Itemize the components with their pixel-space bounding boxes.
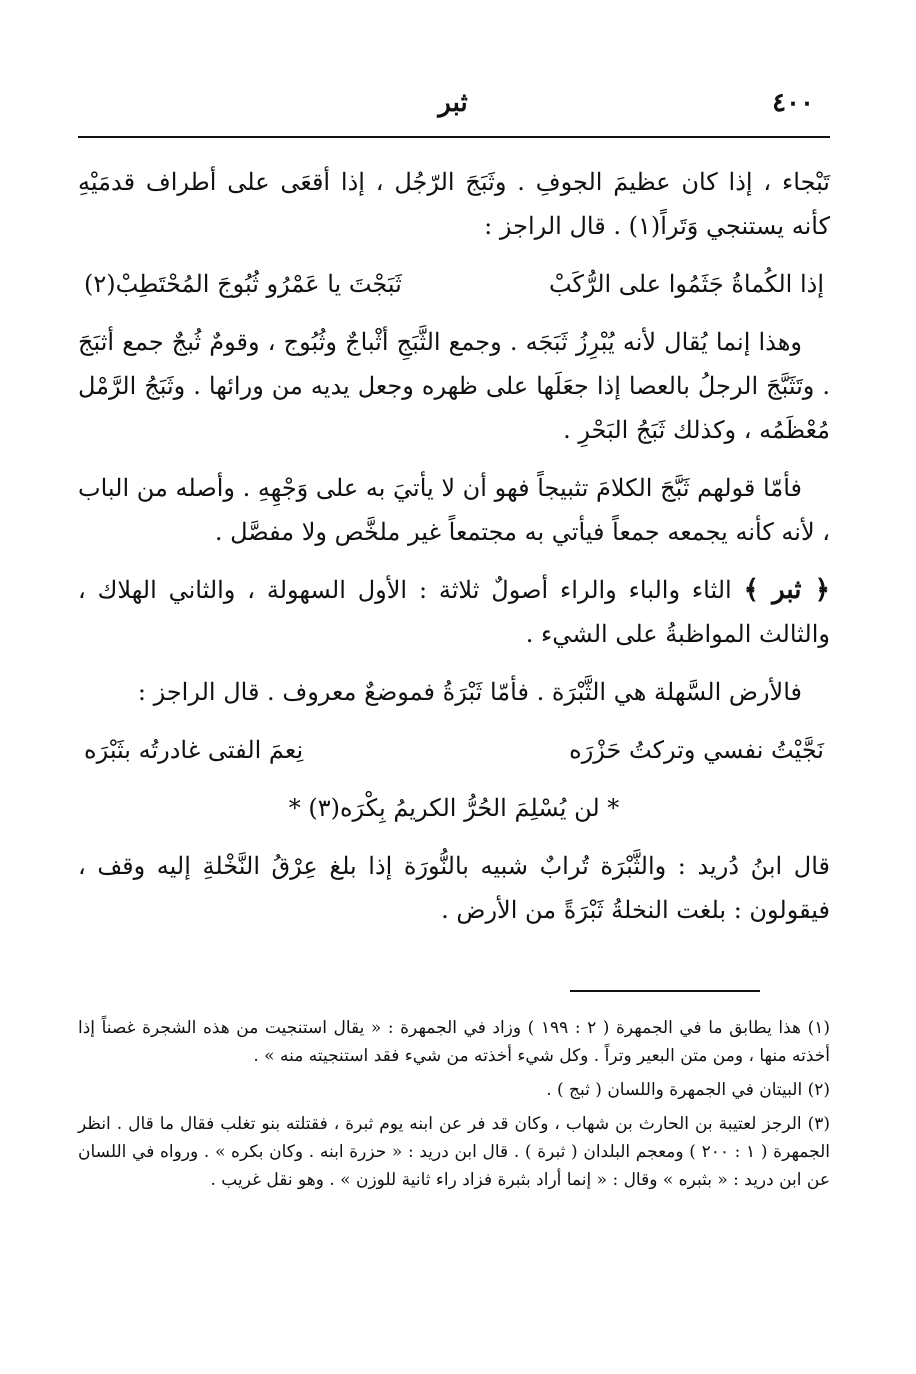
running-head: ثبر (438, 88, 468, 118)
page-header (78, 88, 828, 128)
footnote-2: (٢) البيتان في الجمهرة واللسان ( ثبج ) . (546, 1080, 830, 1100)
footnote-rule (570, 990, 760, 992)
main-text (78, 160, 830, 946)
paragraph: قال ابنُ دُريد : والثَّبْرَة تُرابٌ شبيه بالنُّورَة إذا بلغ عِرْقُ النَّخْلةِ إليه وقف ، فيقولون : بلغت النخلةُ ثَبْرَةً من الأرض . (78, 852, 830, 924)
entry-headword: ﴿ ثبر ﴾ (743, 575, 830, 605)
verse-line-centered: * لن يُسْلِمَ الحُرُّ الكريمُ بِكْرَه(٣) * (288, 794, 620, 822)
paragraph: فالأرض السَّهلة هي الثَّبْرَة . فأمّا ثَبْرَةُ فموضعٌ معروف . قال الراجز : (137, 678, 802, 706)
paragraph: فأمّا قولهم ثَبَّجَ الكلامَ تثبيجاً فهو أن لا يأتيَ به على وَجْهِهِ . وأصله من الباب ، لأنه كأنه يجمعه جمعاً فيأتي به مجتمعاً غير ملخَّص ولا مفصَّل . (78, 474, 830, 546)
footnote-3: (٣) الرجز لعتيبة بن الحارث بن شهاب ، وكان قد فر عن ابنه يوم ثبرة ، فقتلته بنو تغلب فقال ما قال . انظر الجمهرة ( ١ : ٢٠٠ ) ومعجم البلدان ( ثبرة ) . قال ابن دريد : « حزرة ابنه . وكان بكره » . ورواه في اللسان عن ابن دريد : « بثبره » وقال : « إنما أراد بثبرة فزاد راء ثانية للوزن » . وهو نقل غريب . (78, 1114, 830, 1190)
entry-text: الثاء والباء والراء أصولٌ ثلاثة : الأول السهولة ، والثاني الهلاك ، والثالث المواظبةُ على الشيء . (78, 576, 830, 648)
paragraph: تَبْجاء ، إذا كان عظيمَ الجوفِ . وثَبَجَ الرّجُل ، إذا أقعَى على أطراف قدمَيْهِ كأنه يستنجي وَتَراً(١) . قال الراجز : (78, 168, 830, 240)
verse-hemistich-right: نَجَّيْتُ نفسي وتركتُ حَزْرَه (569, 736, 824, 764)
page-number: ٤٠٠ (772, 88, 814, 118)
verse-hemistich-right: إذا الكُماةُ جَثَمُوا على الرُّكَبْ (548, 270, 824, 298)
paragraph: وهذا إنما يُقال لأنه يُبْرِزُ ثَبَجَه . وجمع الثَّبَجِ أثْباجٌ وثُبُوج ، وقومٌ ثُبجٌ جمع أثبَجَ . وتَثَبَّجَ الرجلُ بالعصا إذا جعَلَها على ظهره وجعل يديه من ورائها . وثَبَجُ الرَّمْل مُعْظَمُه ، وكذلك ثَبَجُ البَحْرِ . (78, 328, 830, 444)
verse-line (78, 262, 830, 306)
verse-line (78, 728, 830, 772)
verse-hemistich-left: نِعمَ الفتى غادرتُه بثَبْرَه (84, 736, 304, 764)
footnote-1: (١) هذا يطابق ما في الجمهرة ( ٢ : ١٩٩ ) وزاد في الجمهرة : « يقال استنجيت من هذه الشجرة غصناً إذا أخذته منها ، ومن متن البعير وتراً . وكل شيء أخذته من شيء فقد استنجيته منه » . (78, 1018, 830, 1066)
verse-hemistich-left: ثَبَجْتَ يا عَمْرُو ثُبُوجَ المُحْتَطِبْ(٢) (84, 270, 402, 298)
entry-paragraph (78, 568, 830, 656)
footnotes (78, 1014, 830, 1200)
header-rule (78, 136, 830, 138)
